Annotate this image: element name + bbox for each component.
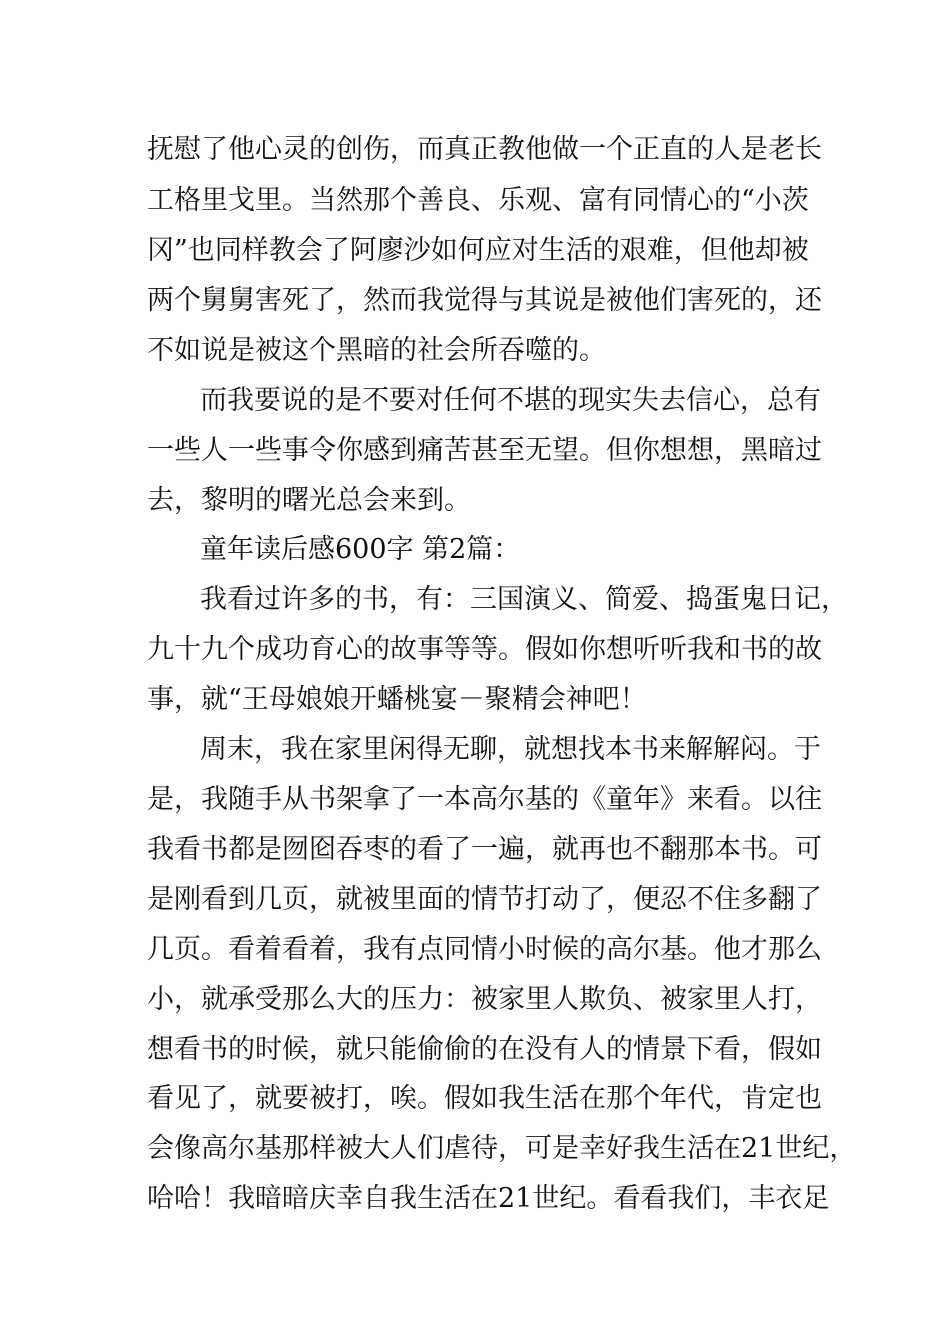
text-line: 去，黎明的曙光总会来到。 xyxy=(147,485,471,516)
text-line: 事，就“王母娘娘开蟠桃宴－聚精会神吧！ xyxy=(147,684,647,715)
text-line: 周末，我在家里闲得无聊，就想找本书来解解闷。于 xyxy=(200,734,821,765)
text-line: 会像高尔基那样被大人们虐待，可是幸好我生活在21世纪， xyxy=(147,1133,857,1164)
text-line: 两个舅舅害死了，然而我觉得与其说是被他们害死的，还 xyxy=(147,285,822,316)
text-line: 哈哈！我暗暗庆幸自我生活在21世纪。看看我们，丰衣足 xyxy=(147,1183,830,1214)
text-line: 冈”也同样教会了阿廖沙如何应对生活的艰难，但他却被 xyxy=(147,235,809,266)
text-line: 小，就承受那么大的压力：被家里人欺负、被家里人打， xyxy=(147,984,822,1015)
section-heading: 童年读后感600字 第2篇： xyxy=(200,534,521,565)
text-line: 不如说是被这个黑暗的社会所吞噬的。 xyxy=(147,335,606,366)
text-line: 是，我随手从书架拿了一本高尔基的《童年》来看。以往 xyxy=(147,784,822,815)
text-line: 工格里戈里。当然那个善良、乐观、富有同情心的“小茨 xyxy=(147,185,809,216)
text-line: 抚慰了他心灵的创伤，而真正教他做一个正直的人是老长 xyxy=(147,134,822,165)
text-line: 想看书的时候，就只能偷偷的在没有人的情景下看，假如 xyxy=(147,1034,822,1065)
text-line: 一些人一些事令你感到痛苦甚至无望。但你想想，黑暗过 xyxy=(147,435,822,466)
text-line: 几页。看着看着，我有点同情小时候的高尔基。他才那么 xyxy=(147,934,822,965)
text-line: 我看过许多的书，有：三国演义、简爱、捣蛋鬼日记， xyxy=(200,584,848,615)
text-line: 我看书都是囫囵吞枣的看了一遍，就再也不翻那本书。可 xyxy=(147,834,822,865)
text-line: 是刚看到几页，就被里面的情节打动了，便忍不住多翻了 xyxy=(147,884,822,915)
text-line: 而我要说的是不要对任何不堪的现实失去信心，总有 xyxy=(200,385,821,416)
text-line: 九十九个成功育心的故事等等。假如你想听听我和书的故 xyxy=(147,634,822,665)
text-line: 看见了，就要被打，唉。假如我生活在那个年代，肯定也 xyxy=(147,1083,822,1114)
